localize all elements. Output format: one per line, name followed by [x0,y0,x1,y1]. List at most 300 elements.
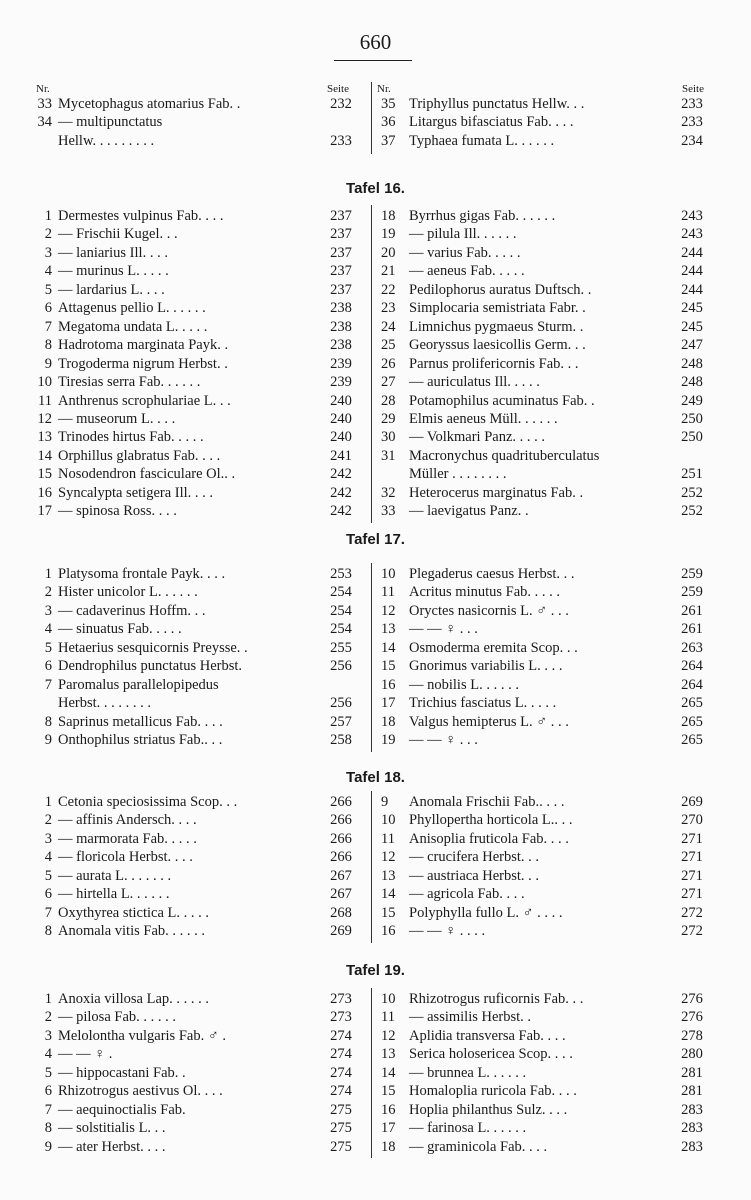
entry-page: 255 [330,639,352,656]
index-entry [371,922,751,941]
entry-name: Phyllopertha horticola L.. . . [409,812,573,829]
entry-number: 33 [381,503,396,520]
entry-name: Heterocerus marginatus Fab. . [409,484,584,501]
entry-name: Hister unicolor L. . . . . . [58,584,198,601]
entry-name: — marmorata Fab. . . . . [58,830,197,847]
entry-number: 2 [44,226,52,243]
entry-number: 3 [44,602,52,619]
entry-page: 275 [330,1101,352,1118]
entry-page: 249 [681,392,703,409]
entry-page: 233 [681,114,703,131]
index-entry [371,484,751,503]
entry-name: — laevigatus Panz. . [409,503,529,520]
entry-name: — aeneus Fab. . . . . [409,263,525,280]
entry-name: Potamophilus acuminatus Fab. . [409,392,595,409]
entry-name: Oryctes nasicornis L. ♂ . . . [409,602,569,619]
entry-page: 266 [330,794,352,810]
entry-name: Dendrophilus punctatus Herbst. [58,658,243,675]
entry-name: Parnus prolifericornis Fab. . . [409,355,579,372]
entry-page: 271 [681,849,703,866]
header-rule [334,60,412,61]
entry-page: 244 [681,244,703,261]
entry-name: Simplocaria semistriata Fabr. . [409,300,586,317]
index-entry [0,694,371,713]
entry-number: 19 [381,226,396,243]
entry-name: — sinuatus Fab. . . . . [58,621,182,638]
entry-page: 278 [681,1027,703,1044]
entry-page: 265 [681,732,703,749]
entry-number: 7 [44,318,52,335]
entry-page: 274 [330,1083,352,1100]
entry-page: 256 [330,695,352,712]
entry-number: 1 [44,991,52,1007]
entry-number: 4 [44,621,52,638]
entry-name: Aplidia transversa Fab. . . . [409,1027,566,1044]
index-entry [0,1045,371,1064]
entry-page: 241 [330,447,352,464]
entry-number: 29 [381,410,396,427]
column-header-seite-left: Seite [327,83,349,95]
index-entry [0,484,371,503]
entry-name: Serica holosericea Scop. . . . [409,1046,573,1063]
entry-page: 240 [330,429,352,446]
entry-name: — laniarius Ill. . . . [58,244,168,261]
index-entry [371,410,751,429]
entry-name: Hellw. . . . . . . . . [58,132,155,149]
entry-number: 11 [381,584,395,601]
entry-name: Herbst. . . . . . . . [58,695,152,712]
entry-number: 13 [381,1046,396,1063]
entry-number: 23 [381,300,396,317]
tafel-heading: Tafel 19. [346,962,405,979]
entry-number: 9 [44,732,52,749]
entry-name: Cetonia speciosissima Scop. . . [58,794,238,810]
entry-name: Attagenus pellio L. . . . . . [58,300,206,317]
entry-name: — floricola Herbst. . . . [58,849,193,866]
entry-page: 264 [681,658,703,675]
entry-name: — ater Herbst. . . . [58,1138,166,1155]
entry-number: 16 [381,923,396,940]
index-entry [0,373,371,392]
entry-name: — varius Fab. . . . . [409,244,521,261]
index-entry [371,447,751,466]
index-entry [0,565,371,584]
entry-page: 252 [681,484,703,501]
entry-number: 18 [381,713,396,730]
entry-name: — hippocastani Fab. . [58,1064,186,1081]
entry-page: 271 [681,886,703,903]
entry-page: 271 [681,830,703,847]
entry-number: 36 [381,114,396,131]
entry-number: 9 [381,794,389,810]
index-entry [0,639,371,658]
entry-number: 10 [381,566,396,582]
index-entry [0,620,371,639]
column-header-nr-left: Nr. [36,83,50,95]
entry-page: 281 [681,1064,703,1081]
index-entry [0,583,371,602]
entry-number: 15 [381,1083,396,1100]
entry-page: 254 [330,602,352,619]
entry-name: — — ♀ . . . . [409,923,486,940]
entry-name: Orphillus glabratus Fab. . . . [58,447,221,464]
entry-number: 6 [44,886,52,903]
entry-page: 270 [681,812,703,829]
entry-page: 248 [681,355,703,372]
index-entry [371,583,751,602]
entry-page: 266 [330,849,352,866]
entry-page: 266 [330,830,352,847]
entry-name: — graminicola Fab. . . . [409,1138,548,1155]
index-entry [371,428,751,447]
entry-page: 261 [681,602,703,619]
index-entry [371,713,751,732]
entry-page: 257 [330,713,352,730]
index-entry [0,731,371,750]
entry-page: 237 [330,208,352,224]
entry-number: 11 [38,392,52,409]
entry-name: Homaloplia ruricola Fab. . . . [409,1083,577,1100]
index-entry [0,713,371,732]
entry-page: 273 [330,991,352,1007]
index-entry [0,447,371,466]
entry-number: 11 [381,830,395,847]
entry-number: 9 [44,355,52,372]
index-entry [0,225,371,244]
entry-number: 18 [381,1138,396,1155]
index-entry [0,1119,371,1138]
entry-page: 273 [330,1009,352,1026]
entry-page: 251 [681,466,703,483]
entry-name: — Volkmari Panz. . . . . [409,429,546,446]
entry-name: Megatoma undata L. . . . . [58,318,208,335]
index-entry [371,1119,751,1138]
entry-page: 244 [681,263,703,280]
entry-number: 6 [44,300,52,317]
entry-number: 2 [44,812,52,829]
index-entry [371,1064,751,1083]
index-entry [371,602,751,621]
entry-number: 8 [44,713,52,730]
index-entry [371,336,751,355]
entry-name: Trichius fasciatus L. . . . . [409,695,557,712]
index-entry [371,244,751,263]
entry-number: 34 [37,114,52,131]
index-entry [0,355,371,374]
entry-page: 238 [330,337,352,354]
index-entry [371,904,751,923]
index-entry [371,1045,751,1064]
entry-number: 5 [44,1064,52,1081]
entry-page: 269 [681,794,703,810]
index-entry [0,676,371,695]
index-entry [0,281,371,300]
entry-number: 11 [381,1009,395,1026]
index-entry [0,990,371,1009]
entry-number: 10 [381,991,396,1007]
index-entry [0,830,371,849]
entry-number: 14 [37,447,52,464]
entry-number: 5 [44,867,52,884]
index-entry [371,848,751,867]
entry-name: — pilosa Fab. . . . . . [58,1009,177,1026]
entry-name: Georyssus laesicollis Germ. . . [409,337,586,354]
entry-name: Onthophilus striatus Fab.. . . [58,732,223,749]
entry-number: 16 [37,484,52,501]
entry-page: 237 [330,244,352,261]
entry-page: 242 [330,466,352,483]
index-entry [371,502,751,521]
index-entry [371,262,751,281]
entry-name: Pedilophorus auratus Duftsch. . [409,281,592,298]
index-entry [0,602,371,621]
entry-page: 240 [330,410,352,427]
index-entry [371,676,751,695]
entry-name: — austriaca Herbst. . . [409,867,540,884]
entry-page: 256 [330,658,352,675]
entry-number: 5 [44,281,52,298]
index-entry [0,410,371,429]
index-entry [0,428,371,447]
index-entry [0,1082,371,1101]
entry-number: 22 [381,281,396,298]
index-entry [0,922,371,941]
entry-number: 24 [381,318,396,335]
entry-name: Typhaea fumata L. . . . . . [409,132,555,149]
index-entry [371,1008,751,1027]
index-entry [371,793,751,812]
entry-name: — agricola Fab. . . . [409,886,525,903]
entry-number: 12 [37,410,52,427]
entry-name: Osmoderma eremita Scop. . . [409,639,578,656]
index-entry [0,262,371,281]
entry-number: 4 [44,1046,52,1063]
index-entry [371,639,751,658]
index-entry [371,132,751,151]
entry-name: Müller . . . . . . . . [409,466,507,483]
entry-name: — pilula Ill. . . . . . [409,226,517,243]
index-entry [0,811,371,830]
index-entry [0,1008,371,1027]
index-entry [371,1027,751,1046]
index-entry [0,465,371,484]
entry-name: Macronychus quadrituberculatus [409,447,600,464]
entry-name: Limnichus pygmaeus Sturm. . [409,318,584,335]
entry-name: — farinosa L. . . . . . [409,1120,527,1137]
page-number: 660 [359,30,392,54]
entry-page: 244 [681,281,703,298]
entry-page: 247 [681,337,703,354]
entry-name: Dermestes vulpinus Fab. . . . [58,208,224,224]
entry-number: 10 [37,374,52,391]
entry-name: Polyphylla fullo L. ♂ . . . . [409,904,563,921]
index-entry [371,830,751,849]
entry-number: 10 [381,812,396,829]
entry-page: 238 [330,300,352,317]
entry-name: Anomala Frischii Fab.. . . . [409,794,565,810]
entry-name: Plegaderus caesus Herbst. . . [409,566,575,582]
entry-number: 7 [44,1101,52,1118]
entry-number: 16 [381,676,396,693]
entry-name: Melolontha vulgaris Fab. ♂ . [58,1027,226,1044]
entry-name: Oxythyrea stictica L. . . . . [58,904,209,921]
entry-name: Saprinus metallicus Fab. . . . [58,713,223,730]
index-entry [371,867,751,886]
index-entry [0,793,371,812]
entry-name: Trinodes hirtus Fab. . . . . [58,429,204,446]
entry-page: 263 [681,639,703,656]
entry-number: 1 [44,566,52,582]
entry-name: Rhizotrogus aestivus Ol. . . . [58,1083,223,1100]
entry-number: 4 [44,849,52,866]
index-entry [371,1101,751,1120]
entry-number: 13 [37,429,52,446]
entry-name: — nobilis L. . . . . . [409,676,519,693]
entry-name: — murinus L. . . . . [58,263,169,280]
index-entry [371,885,751,904]
index-entry [371,113,751,132]
index-entry [371,355,751,374]
index-entry [0,502,371,521]
tafel-heading: Tafel 18. [346,769,405,786]
entry-number: 17 [37,503,52,520]
entry-page: 259 [681,584,703,601]
entry-page: 242 [330,503,352,520]
entry-number: 14 [381,1064,396,1081]
index-entry [0,1064,371,1083]
entry-page: 243 [681,226,703,243]
index-entry [0,885,371,904]
index-entry [371,1082,751,1101]
entry-name: Anomala vitis Fab. . . . . . [58,923,206,940]
entry-number: 1 [44,208,52,224]
index-entry [371,657,751,676]
index-entry [371,95,751,114]
entry-name: — — ♀ . [58,1046,113,1063]
entry-number: 5 [44,639,52,656]
entry-number: 3 [44,830,52,847]
entry-page: 272 [681,904,703,921]
entry-page: 261 [681,621,703,638]
entry-page: 237 [330,281,352,298]
index-entry [0,336,371,355]
entry-name: — cadaverinus Hoffm. . . [58,602,206,619]
entry-name: Anisoplia fruticola Fab. . . . [409,830,569,847]
entry-number: 15 [381,904,396,921]
index-entry [371,299,751,318]
entry-number: 31 [381,447,396,464]
entry-number: 7 [44,676,52,693]
entry-page: 250 [681,429,703,446]
entry-number: 8 [44,1120,52,1137]
entry-page: 265 [681,713,703,730]
entry-page: 253 [330,566,352,582]
entry-number: 14 [381,886,396,903]
index-entry [0,299,371,318]
entry-page: 248 [681,374,703,391]
entry-name: Valgus hemipterus L. ♂ . . . [409,713,569,730]
entry-page: 274 [330,1064,352,1081]
index-entry [371,225,751,244]
index-entry [0,113,371,132]
tafel-heading: Tafel 16. [346,180,405,197]
entry-name: — multipunctatus [58,114,163,131]
entry-number: 15 [381,658,396,675]
entry-page: 232 [330,96,352,112]
entry-page: 272 [681,923,703,940]
entry-page: 243 [681,208,703,224]
entry-name: Triphyllus punctatus Hellw. . . [409,96,585,112]
entry-number: 35 [381,96,396,112]
entry-page: 238 [330,318,352,335]
index-entry [0,657,371,676]
entry-number: 13 [381,867,396,884]
entry-name: Anthrenus scrophulariae L. . . [58,392,231,409]
entry-number: 28 [381,392,396,409]
entry-name: — Frischii Kugel. . . [58,226,178,243]
entry-name: Hetaerius sesquicornis Preysse. . [58,639,248,656]
entry-name: Hadrotoma marginata Payk. . [58,337,229,354]
index-entry [371,281,751,300]
entry-number: 6 [44,1083,52,1100]
entry-page: 254 [330,584,352,601]
entry-page: 269 [330,923,352,940]
index-entry [0,867,371,886]
entry-name: — assimilis Herbst. . [409,1009,532,1026]
entry-page: 271 [681,867,703,884]
entry-name: Hoplia philanthus Sulz. . . . [409,1101,568,1118]
index-entry [371,465,751,484]
entry-page: 274 [330,1046,352,1063]
entry-number: 25 [381,337,396,354]
entry-number: 12 [381,602,396,619]
index-entry [371,694,751,713]
entry-number: 12 [381,1027,396,1044]
entry-page: 242 [330,484,352,501]
entry-name: Elmis aeneus Müll. . . . . . [409,410,558,427]
entry-number: 17 [381,695,396,712]
entry-name: Platysoma frontale Payk. . . . [58,566,226,582]
index-entry [371,373,751,392]
entry-number: 21 [381,263,396,280]
index-entry [371,318,751,337]
entry-page: 254 [330,621,352,638]
entry-number: 1 [44,794,52,810]
entry-number: 6 [44,658,52,675]
entry-number: 27 [381,374,396,391]
entry-name: Tiresias serra Fab. . . . . . [58,374,201,391]
index-entry [0,848,371,867]
entry-name: — museorum L. . . . [58,410,176,427]
entry-name: — spinosa Ross. . . . [58,503,177,520]
index-entry [371,565,751,584]
column-header-nr-right: Nr. [377,83,391,95]
entry-number: 9 [44,1138,52,1155]
column-header-seite-right: Seite [682,83,704,95]
index-entry [0,1138,371,1157]
entry-number: 17 [381,1120,396,1137]
index-entry [371,207,751,226]
entry-page: 258 [330,732,352,749]
tafel-heading: Tafel 17. [346,531,405,548]
entry-name: — brunnea L. . . . . . [409,1064,527,1081]
entry-name: Acritus minutus Fab. . . . . [409,584,561,601]
index-entry [0,392,371,411]
entry-name: Litargus bifasciatus Fab. . . . [409,114,574,131]
entry-page: 233 [330,132,352,149]
entry-page: 283 [681,1138,703,1155]
entry-page: 276 [681,991,703,1007]
